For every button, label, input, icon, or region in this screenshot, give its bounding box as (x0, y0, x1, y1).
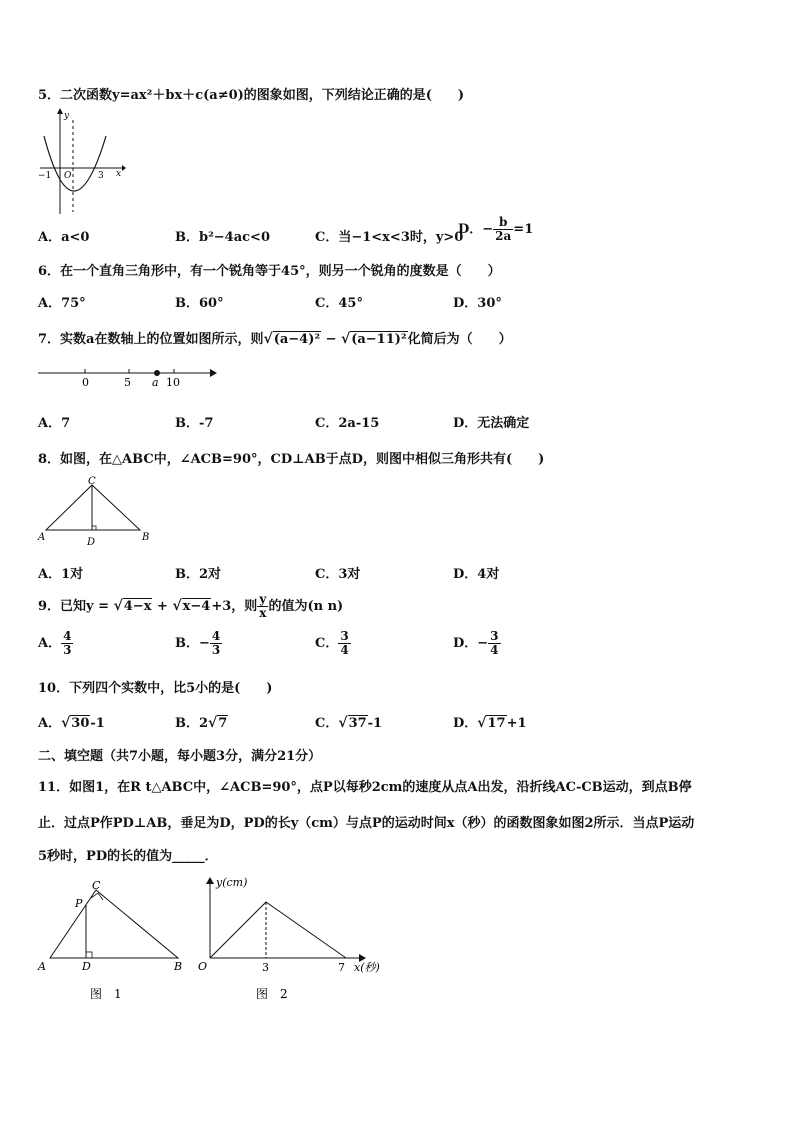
q9-frac-den: x (259, 606, 267, 621)
q10-option-a-radicand: 30 (71, 716, 90, 731)
q5-option-a: A．a<0 (38, 230, 90, 245)
q11-line-3: 5秒时，PD的长的值为_____． (38, 849, 218, 864)
q10-option-c-radicand: 37 (348, 716, 367, 731)
q5-option-d-suffix: =1 (513, 222, 534, 238)
q9-radical-1: 4−x (123, 599, 152, 615)
q10-stem: 10．下列四个实数中，比5小的是( ) (38, 681, 273, 696)
q8-triangle-figure (36, 475, 156, 547)
q11-fig1-label-p: P (75, 897, 83, 910)
q10-option-d (453, 712, 527, 731)
section-2-heading: 二、填空题（共7小题，每小题3分，满分21分） (38, 749, 322, 764)
q7-radical-1-sign: √ (263, 331, 273, 347)
q11-fig1-caption: 图 1 (90, 987, 122, 1001)
q10-option-c-label: C． (315, 716, 339, 731)
q9-option-a-num: 4 (63, 629, 72, 643)
q11-fig2-3: 3 (262, 961, 269, 974)
q9-option-c-label: C． (315, 636, 339, 652)
q7-radical-1: (a−4)² (273, 332, 321, 347)
q10-option-b-radicand: 7 (218, 716, 228, 731)
q5-fig-y: y (64, 111, 70, 121)
q11-line-2: 止．过点P作PD⊥AB，垂足为D，PD的长y（cm）与点P的运动时间x（秒）的函数图象如图2所示．当点P运动 (38, 816, 695, 831)
q7-stem (38, 328, 512, 347)
q9-option-b-frac (210, 630, 222, 657)
q9-option-a-label: A． (38, 636, 62, 652)
q9-option-c-num: 3 (340, 629, 349, 643)
q8-option-b: B．2对 (175, 567, 222, 582)
q9-frac-num: y (257, 593, 268, 607)
q9-option-d-label: D．− (453, 636, 489, 652)
q5-option-c: C．当−1<x<3时，y>0 (315, 230, 464, 245)
q7-option-c: C．2a-15 (315, 416, 380, 431)
q5-option-d-den: 2a (495, 229, 512, 244)
q8-label-b: B (142, 532, 150, 543)
q8-stem: 8．如图，在△ABC中，∠ACB=90°，CD⊥AB于点D，则图中相似三角形共有( ) (38, 452, 545, 467)
q8-option-c: C．3对 (315, 567, 361, 582)
q10-option-a (38, 712, 105, 731)
q7-axis-5: 5 (124, 376, 131, 389)
q10-option-d-radicand: 17 (487, 716, 506, 731)
q9-option-b-label: B．− (175, 636, 210, 652)
q5-option-b: B．b²−4ac<0 (175, 230, 270, 245)
q9-option-a-frac (61, 630, 73, 657)
q11-figure-2 (196, 872, 396, 1004)
q9-option-d-frac (488, 630, 500, 657)
q6-stem: 6．在一个直角三角形中，有一个锐角等于45°，则另一个锐角的度数是（ ） (38, 264, 501, 279)
q6-option-a: A．75° (38, 296, 86, 311)
q5-option-d-fraction (493, 216, 513, 243)
q8-label-a: A (38, 532, 46, 543)
q9-option-b (175, 630, 222, 657)
q7-option-a: A．7 (38, 416, 71, 431)
q10-option-d-tail: +1 (506, 716, 527, 731)
q9-option-d (453, 630, 501, 657)
q10-option-c-tail: -1 (367, 716, 383, 731)
q7-option-d: D．无法确定 (453, 416, 530, 431)
q9-option-d-den: 4 (490, 643, 499, 658)
q10-option-d-sqrt: √ (477, 715, 487, 731)
q9-radical-2-sign: √ (172, 598, 182, 615)
q10-option-c-sqrt: √ (338, 715, 348, 731)
q11-fig2-x-label: x(秒) (354, 961, 380, 974)
q7-axis-10: 10 (166, 376, 180, 389)
q11-fig2-7: 7 (338, 961, 345, 974)
q7-radical-2: (a−11)² (351, 332, 407, 347)
q7-minus: − (325, 332, 337, 347)
q11-fig2-o: O (198, 960, 208, 973)
q11-line-1: 11．如图1，在R t△ABC中，∠ACB=90°，点P以每秒2cm的速度从点A出发，沿折线AC-CB运动，到点B停 (38, 780, 692, 795)
q5-fig-3: 3 (98, 171, 104, 181)
q9-stem-suffix: 的值为(n n) (268, 599, 344, 615)
q9-radical-2: x−4 (182, 599, 211, 615)
q5-fig-o: O (64, 171, 72, 181)
q9-plus: + (157, 599, 168, 615)
q9-stem (38, 593, 343, 620)
q6-option-b: B．60° (175, 296, 224, 311)
q5-option-d (458, 216, 533, 243)
q7-axis-0: 0 (82, 376, 89, 389)
q6-option-d: D．30° (453, 296, 502, 311)
q10-option-c (315, 712, 382, 731)
q10-option-d-label: D． (453, 716, 478, 731)
q5-option-d-num: b (493, 216, 513, 230)
q9-option-a (38, 630, 73, 657)
q9-option-c (315, 630, 351, 657)
q10-option-b-label: B．2 (175, 716, 209, 731)
q5-fig-x: x (116, 169, 122, 179)
q7-axis-a: a (152, 376, 159, 389)
q8-option-a: A．1对 (38, 567, 84, 582)
q8-option-d: D．4对 (453, 567, 500, 582)
q11-fig1-label-a: A (38, 960, 46, 973)
q9-option-c-den: 4 (340, 643, 349, 658)
q11-fig1-label-d: D (82, 960, 91, 973)
q9-radical-1-sign: √ (113, 598, 123, 615)
q9-option-a-den: 3 (63, 643, 72, 658)
q5-fig-m1: −1 (38, 171, 52, 181)
q5-option-d-prefix: D．− (458, 222, 494, 238)
q7-stem-suffix: 化简后为（ ） (407, 332, 512, 347)
q9-option-c-frac (338, 630, 350, 657)
q9-fraction (257, 593, 268, 620)
q11-fig1-label-b: B (174, 960, 183, 973)
q10-option-a-label: A． (38, 716, 62, 731)
q5-parabola-figure (36, 106, 126, 216)
q11-fig2-caption: 图 2 (256, 987, 288, 1001)
q7-option-b: B．-7 (175, 416, 214, 431)
q11-fig1-label-c: C (92, 879, 101, 892)
q7-radical-2-sign: √ (341, 331, 351, 347)
q8-label-d: D (87, 537, 96, 548)
q8-label-c: C (88, 476, 96, 487)
q6-option-c: C．45° (315, 296, 363, 311)
q10-option-a-tail: -1 (90, 716, 105, 731)
q9-option-b-num: 4 (211, 629, 221, 643)
q9-plus3: +3，则 (211, 599, 258, 615)
q11-figure-1 (36, 880, 196, 1005)
q9-stem-prefix: 9．已知y = (38, 599, 110, 615)
q10-option-b (175, 712, 228, 731)
q11-fig2-y-label: y(cm) (216, 876, 248, 889)
q7-stem-prefix: 7．实数a在数轴上的位置如图所示，则 (38, 332, 264, 347)
q10-option-a-sqrt: √ (61, 715, 71, 731)
q10-option-b-sqrt: √ (208, 715, 218, 731)
q7-number-line (36, 362, 221, 392)
q9-option-d-num: 3 (490, 629, 499, 643)
q5-stem: 5．二次函数y=ax²＋bx＋c(a≠0)的图象如图，下列结论正确的是( ) (38, 88, 465, 103)
q9-option-b-den: 3 (211, 643, 221, 658)
